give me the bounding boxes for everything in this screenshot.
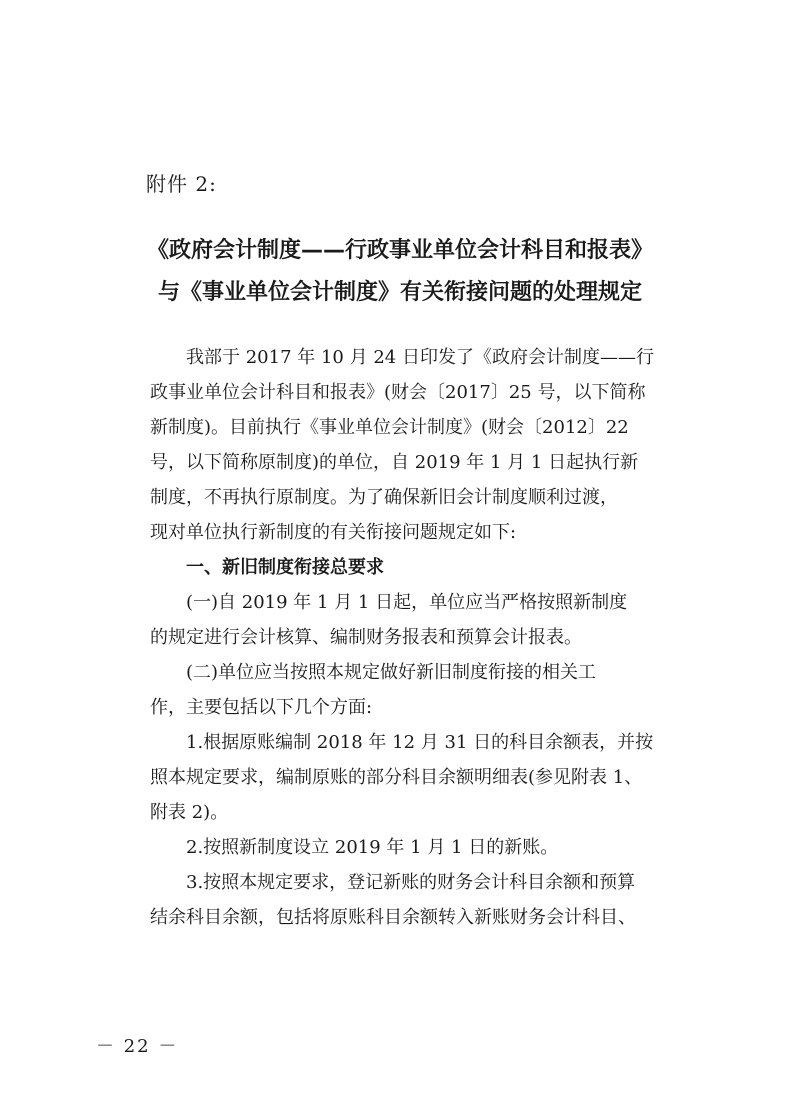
title-line-2: 与《事业单位会计制度》有关衔接问题的处理规定 (157, 280, 642, 305)
title-line-1: 《政府会计制度——行政事业单位会计科目和报表》 (146, 238, 653, 263)
item2-line-2: 作，主要包括以下几个方面: (150, 697, 373, 718)
intro-line-2: 政事业单位会计科目和报表》(财会〔2017〕25 号，以下简称 (150, 382, 646, 403)
section-heading-1: 一、新旧制度衔接总要求 (186, 557, 384, 578)
document-body (150, 340, 654, 935)
document-title (120, 230, 680, 314)
intro-line-5: 制度，不再执行原制度。为了确保新旧会计制度顺利过渡， (150, 487, 618, 508)
sub3-line-2: 结余科目余额，包括将原账科目余额转入新账财务会计科目、 (150, 907, 636, 928)
sub1-line-1: 1.根据原账编制 2018 年 12 月 31 日的科目余额表，并按 (186, 732, 654, 753)
item1-line-1: (一)自 2019 年 1 月 1 日起，单位应当严格按照新制度 (186, 592, 628, 613)
intro-line-1: 我部于 2017 年 10 月 24 日印发了《政府会计制度——行 (186, 347, 654, 368)
intro-line-4: 号，以下简称原制度)的单位，自 2019 年 1 月 1 日起执行新 (150, 452, 639, 473)
sub3-line-1: 3.按照本规定要求，登记新账的财务会计科目余额和预算 (186, 872, 636, 893)
page-number: － 22 － (96, 1036, 179, 1057)
sub1-line-2: 照本规定要求，编制原账的部分科目余额明细表(参见附表 1、 (150, 767, 643, 788)
intro-line-3: 新制度)。目前执行《事业单位会计制度》(财会〔2012〕22 (150, 417, 629, 438)
intro-line-6: 现对单位执行新制度的有关衔接问题规定如下: (150, 522, 517, 543)
sub1-line-3: 附表 2)。 (150, 802, 229, 823)
attachment-label: 附件 2: (146, 172, 217, 196)
sub2-line-1: 2.按照新制度设立 2019 年 1 月 1 日的新账。 (186, 837, 559, 858)
item1-line-2: 的规定进行会计核算、编制财务报表和预算会计报表。 (150, 627, 582, 648)
item2-line-1: (二)单位应当按照本规定做好新旧制度衔接的相关工 (186, 662, 597, 683)
